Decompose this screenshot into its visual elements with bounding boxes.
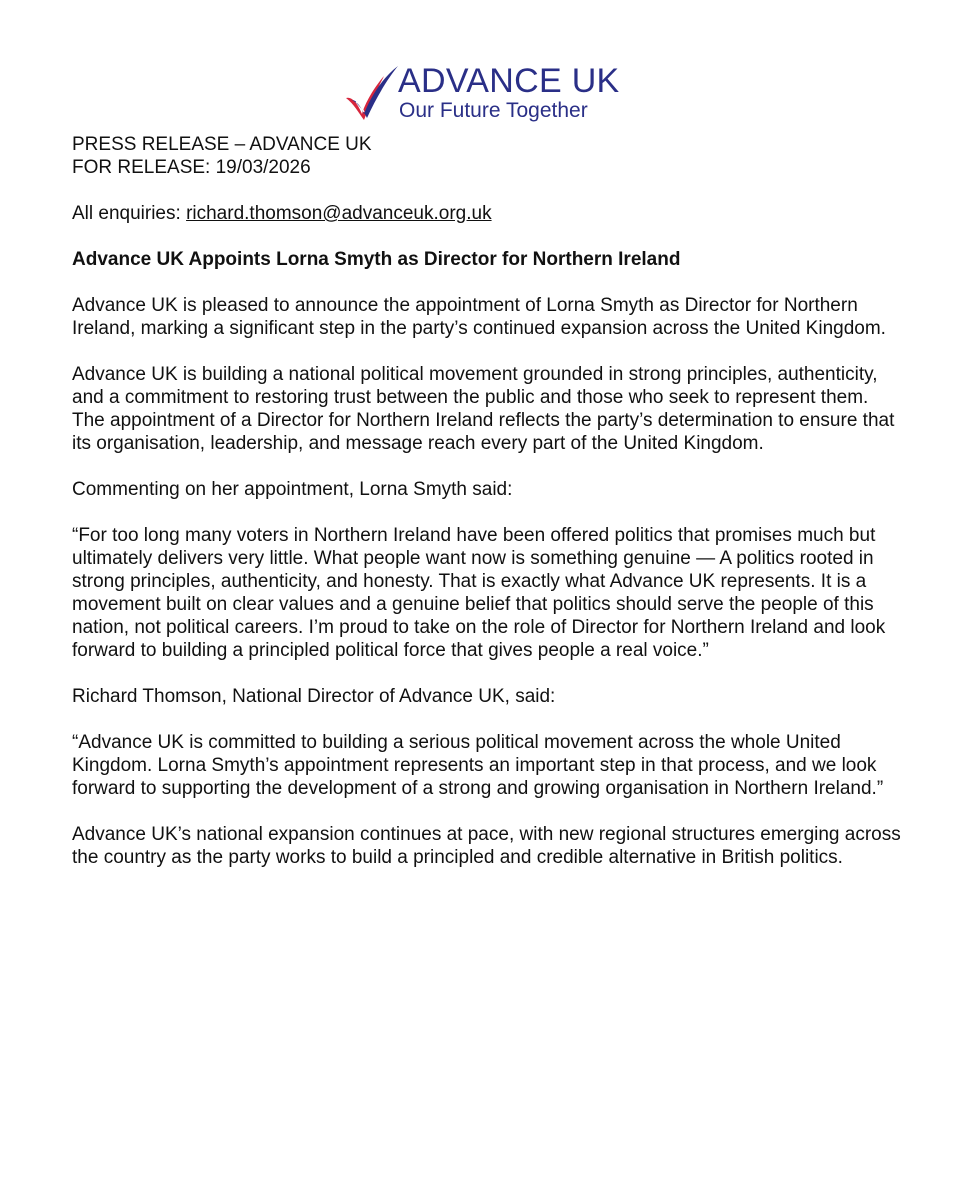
enquiries-email-link[interactable]: richard.thomson@advanceuk.org.uk	[186, 203, 492, 224]
logo-tagline: Our Future Together	[399, 99, 588, 122]
logo-title: ADVANCE UK	[398, 62, 620, 100]
check-mark-icon	[342, 62, 402, 126]
press-release-body	[72, 133, 902, 892]
enquiries-line	[72, 202, 902, 225]
paragraph-smyth-intro: Commenting on her appointment, Lorna Smyth said:	[72, 479, 513, 500]
enquiries-label: All enquiries:	[72, 203, 187, 224]
release-label: PRESS RELEASE – ADVANCE UK	[72, 134, 372, 155]
paragraph-closing: Advance UK’s national expansion continues at pace, with new regional structures emerging across the country as the party works to build a principled and credible alternative in British politics.	[72, 824, 901, 868]
paragraph-background: Advance UK is building a national political movement grounded in strong principles, authenticity, and a commitment to restoring trust between the public and those who seek to represent them. The appointment of a Director for Northern Ireland reflects the party’s determination to ensure that its organisation, leadership, and message reach every part of the United Kingdom.	[72, 364, 895, 454]
paragraph-smyth-quote: “For too long many voters in Northern Ireland have been offered politics that promises much but ultimately delivers very little. What people want now is something genuine — A politics rooted in strong principles, authenticity, and honesty. That is exactly what Advance UK represents. It is a movement built on clear values and a genuine belief that politics should serve the people of this nation, not political careers. I’m proud to take on the role of Director for Northern Ireland and look forward to building a principled political force that gives people a real voice.”	[72, 525, 886, 661]
paragraph-intro: Advance UK is pleased to announce the appointment of Lorna Smyth as Director for Northern Ireland, marking a significant step in the party’s continued expansion across the United Kingdom.	[72, 295, 886, 339]
paragraph-thomson-intro: Richard Thomson, National Director of Advance UK, said:	[72, 686, 556, 707]
release-date: FOR RELEASE: 19/03/2026	[72, 157, 311, 178]
paragraph-thomson-quote: “Advance UK is committed to building a serious political movement across the whole United Kingdom. Lorna Smyth’s appointment represents an important step in that process, and we look forward to supporting the development of a strong and growing organisation in Northern Ireland.”	[72, 732, 884, 799]
logo	[342, 62, 632, 126]
headline: Advance UK Appoints Lorna Smyth as Director for Northern Ireland	[72, 249, 681, 270]
release-header	[72, 133, 902, 179]
